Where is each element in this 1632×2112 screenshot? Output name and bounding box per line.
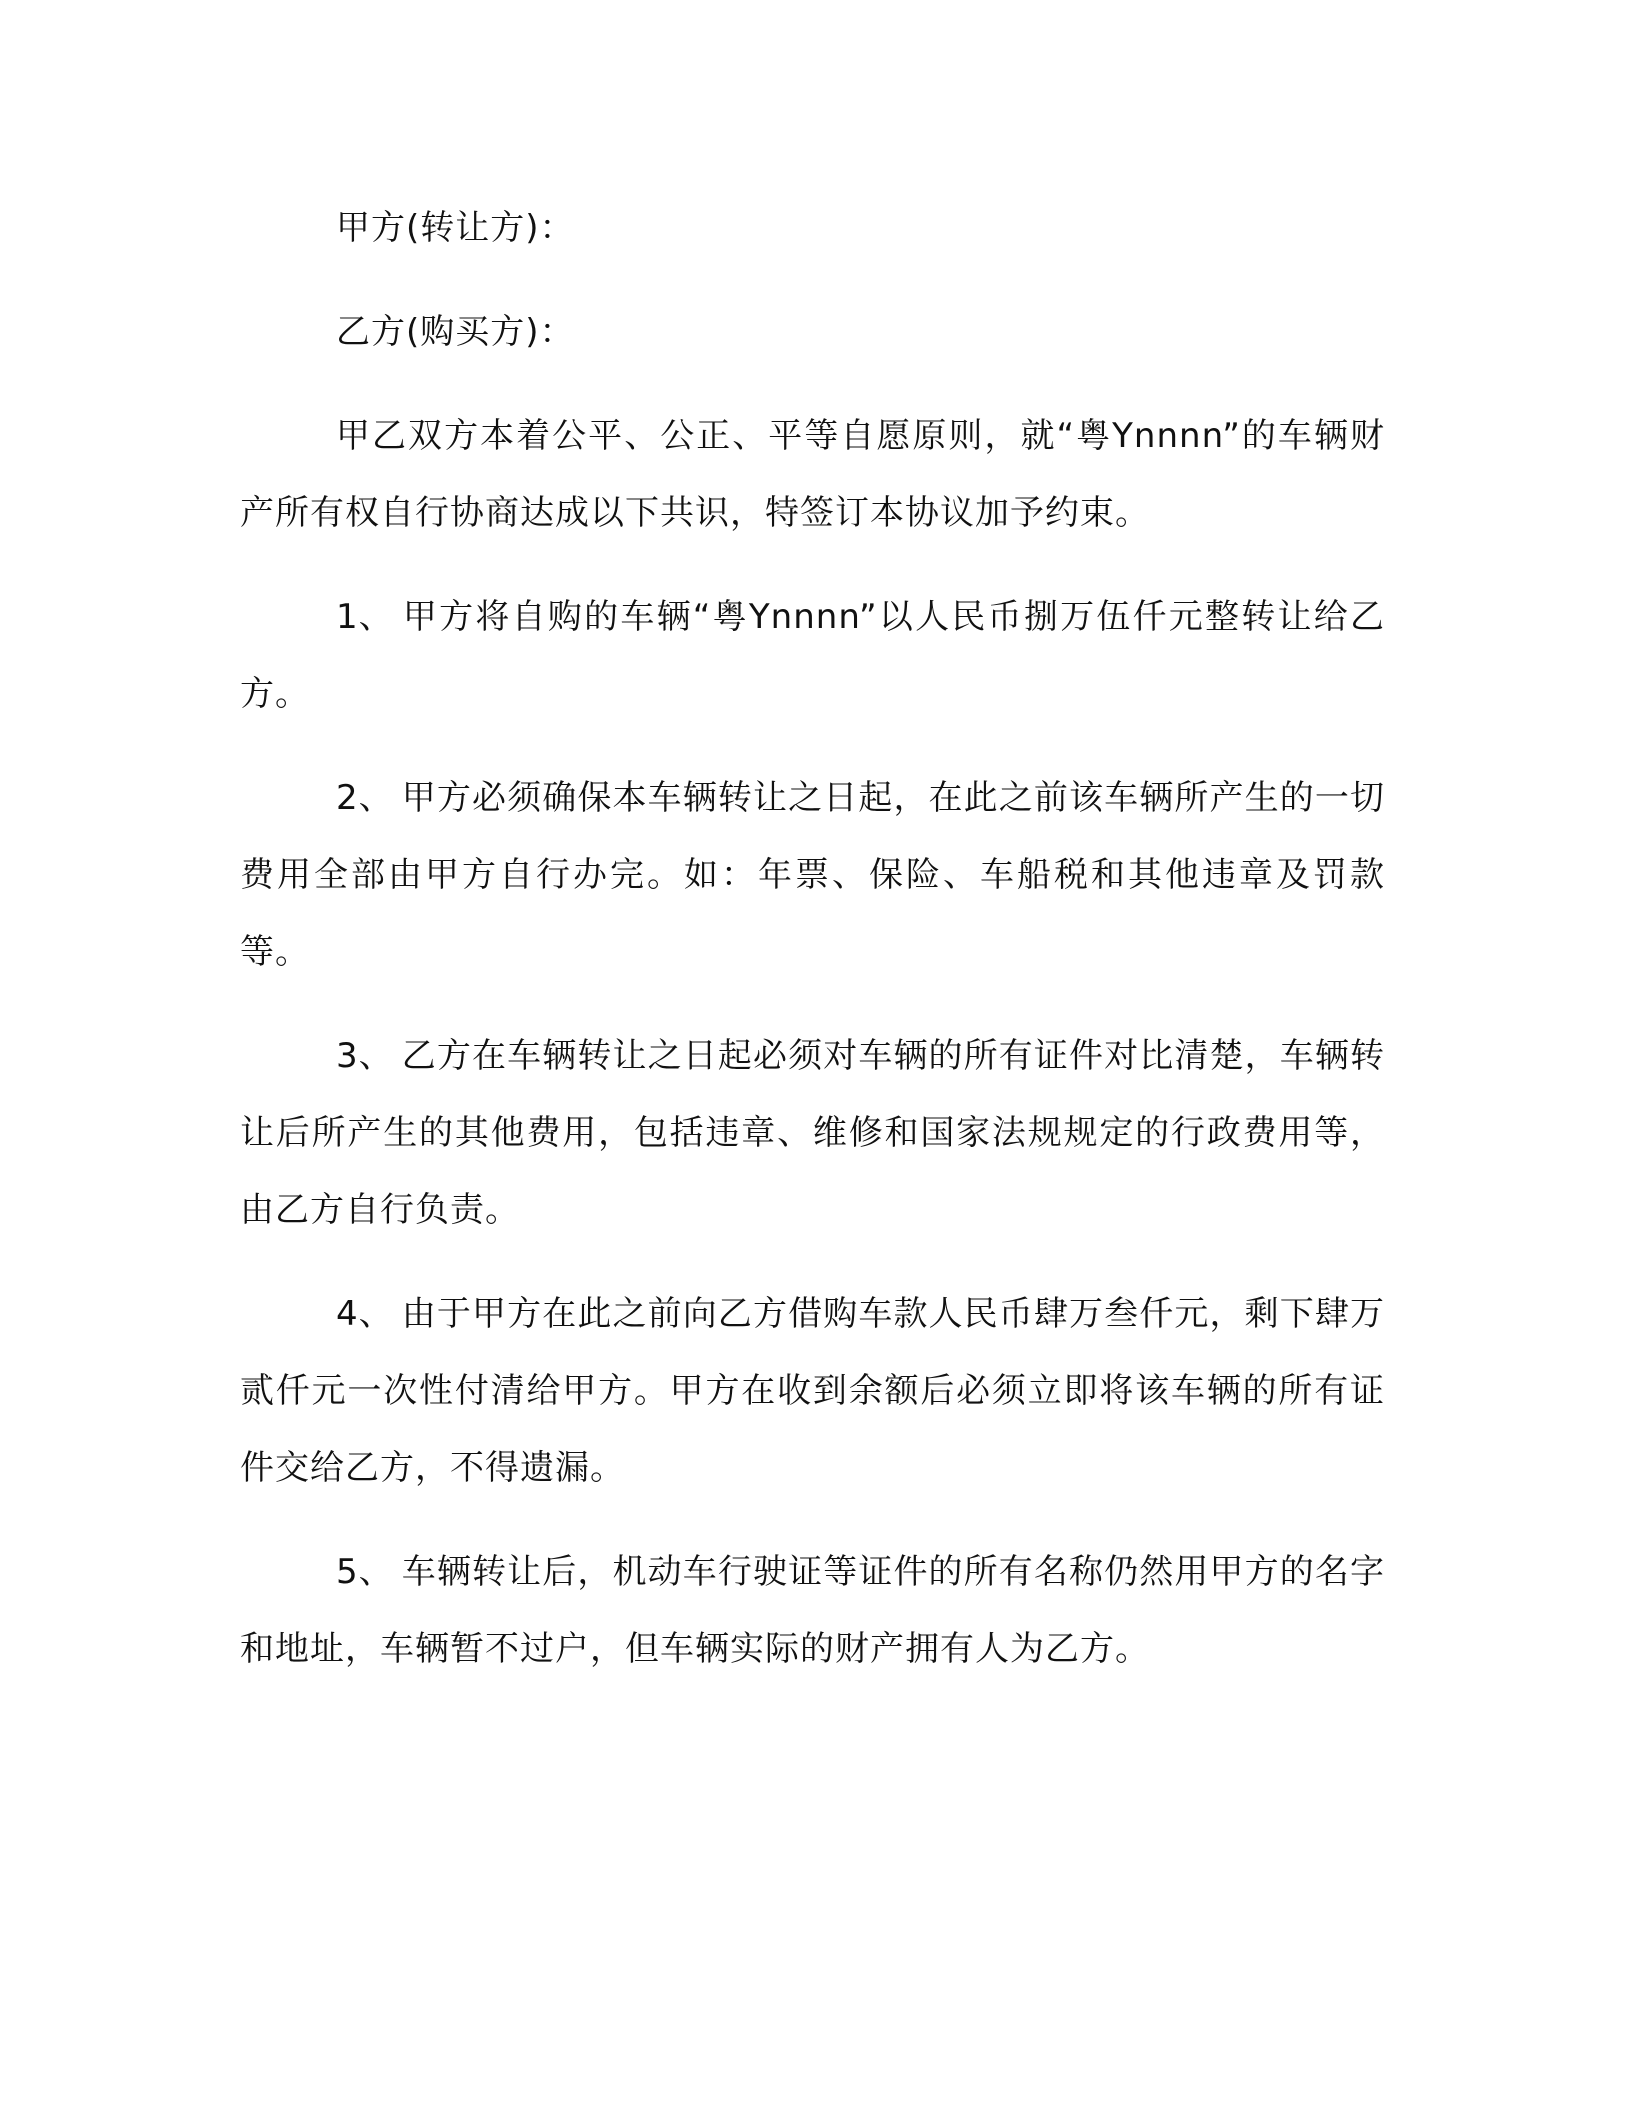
clause-1 xyxy=(240,579,1385,733)
party-a-line: 甲方(转让方)： xyxy=(336,208,575,248)
clause-text: 甲方必须确保本车辆转让之日起，在此之前该车辆所产生的一切费用全部由甲方自行办完。如：年票、保险、车船税和其他违章及罚款等。 xyxy=(240,778,1385,972)
clause-4 xyxy=(240,1276,1385,1507)
clause-number: 4、 xyxy=(336,1294,394,1334)
party-b-line: 乙方(购买方)： xyxy=(336,312,575,352)
clause-3 xyxy=(240,1018,1385,1249)
clause-2 xyxy=(240,760,1385,991)
clause-number: 1、 xyxy=(336,597,394,637)
clause-number: 3、 xyxy=(336,1036,394,1076)
clause-text: 车辆转让后，机动车行驶证等证件的所有名称仍然用甲方的名字和地址，车辆暂不过户，但车辆实际的财产拥有人为乙方。 xyxy=(240,1552,1385,1669)
agreement-body xyxy=(240,190,1385,1715)
clause-5 xyxy=(240,1534,1385,1688)
clause-text: 由于甲方在此之前向乙方借购车款人民币肆万叁仟元，剩下肆万贰仟元一次性付清给甲方。甲方在收到余额后必须立即将该车辆的所有证件交给乙方，不得遗漏。 xyxy=(240,1294,1385,1488)
clause-number: 5、 xyxy=(336,1552,394,1592)
intro-paragraph: 甲乙双方本着公平、公正、平等自愿原则，就“粤Ynnnn”的车辆财产所有权自行协商达成以下共识，特签订本协议加予约束。 xyxy=(240,416,1385,533)
clause-text: 乙方在车辆转让之日起必须对车辆的所有证件对比清楚，车辆转让后所产生的其他费用，包括违章、维修和国家法规规定的行政费用等，由乙方自行负责。 xyxy=(240,1036,1385,1230)
clause-number: 2、 xyxy=(336,778,394,818)
clause-text: 甲方将自购的车辆“粤Ynnnn”以人民币捌万伍仟元整转让给乙方。 xyxy=(240,597,1385,714)
